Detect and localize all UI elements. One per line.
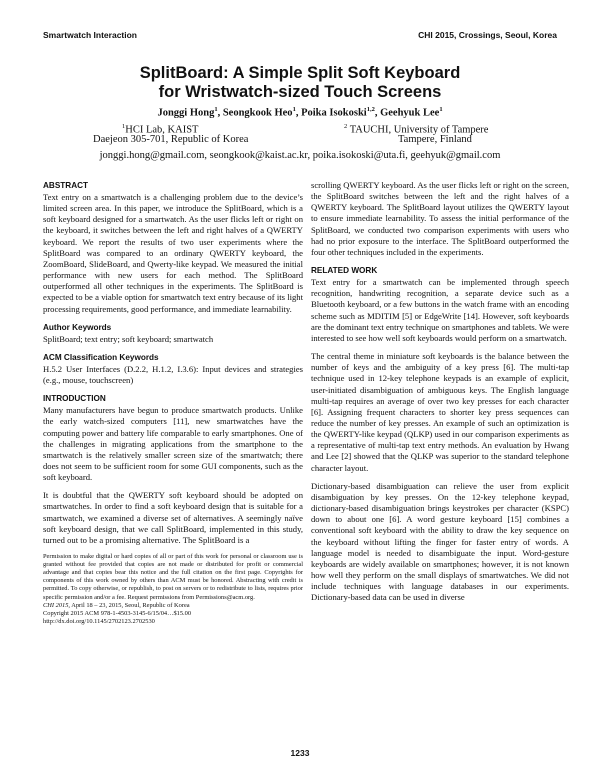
author-emails: jonggi.hong@gmail.com, seongkook@kaist.ac.kr, poika.isokoski@uta.fi, geehyuk@gmail.com [99, 150, 501, 161]
acm-text: H.5.2 User Interfaces (D.2.2, H.1.2, I.3.6): Input devices and strategies (e.g., mouse, touchscreen) [43, 363, 303, 386]
author-name: Geehyuk Lee [380, 107, 440, 119]
author-affiliation-mark: 1 [439, 106, 443, 113]
permission-text: Permission to make digital or hard copies of all or part of this work for personal or classroom use is granted without fee provided that copies are not made or distributed for profit or commercial advantage and that copies bear this notice and the full citation on the first page. Copyrights for components of this work owned by others than ACM must be honored. Abstracting with credit is permitted. To copy otherwise, or republish, to post on servers or to redistribute to lists, requires prior specific permission and/or a fee. Request permissions from Permissions@acm.org. [43, 553, 303, 601]
author-list: Jonggi Hong$^1$, Seongkook Heo$^1$, Poika Isokoski$^{1,2}$, Geehyuk Lee$^1$ [157, 106, 443, 119]
acm-classification-section [43, 352, 303, 386]
related-work-paragraph-3: Dictionary-based disambiguation can relieve the user from explicit disambiguation by key presses. On the 12-key telephone keypad, dictionary-based disambiguation brings keystrokes per character (KSPC) down to about one [6]. A word gesture keyboard [15] combines a conventional soft keyboard with the ability to draw the key sequence on the keyboard without lifting the finger for faster entry of words. A language model is needed to disambiguate the input. Word-gesture keyboards are widely available on smartphones; however, it is not known how well they perform on the small displays of smartwatches. We did not include techniques with language databases in our experiments. Dictionary-based data can be used in diverse [311, 480, 569, 603]
author-affiliation-mark: 1,2 [366, 106, 375, 113]
right-column [311, 180, 569, 610]
doi-link[interactable]: http://dx.doi.org/10.1145/2702123.2702530 [43, 617, 155, 625]
copyright-permission-block [43, 553, 303, 626]
affiliation-1-line-2: Daejeon 305-701, Republic of Korea [93, 134, 249, 145]
keywords-heading: Author Keywords [43, 322, 112, 332]
conference-line: CHI 2015, April 18 – 23, 2015, Seoul, Republic of Korea [43, 601, 190, 609]
keywords-text: SplitBoard; text entry; soft keyboard; smartwatch [43, 333, 214, 344]
title-line-2: for Wristwatch-sized Touch Screens [158, 83, 442, 101]
introduction-section [43, 393, 303, 546]
header-section-name: Smartwatch Interaction [43, 30, 137, 40]
abstract-heading: ABSTRACT [43, 181, 89, 190]
related-work-paragraph-1: Text entry for a smartwatch can be implemented through speech recognition, handwriting recognition, a separate device such as a Bluetooth keyboard, or a few buttons in the watch frame with an encoding scheme such as MDITIM [5] or EdgeWrite [14]. However, soft keyboards are the dominant text entry technique on smartphones and tablets. We were interested to see how well soft keyboards would perform on a smartwatch. [311, 277, 569, 343]
author-name: Seongkook Heo [222, 107, 293, 119]
left-column [43, 180, 303, 626]
keywords-section [43, 322, 303, 345]
related-work-paragraph-2: The central theme in miniature soft keyboards is the balance between the number of keys and the ambiguity of a key press [6]. The multi-tap technique used in 12-key telephone keypads is an example of explicit, user-initiated disambiguation of ambiguous keys. The English language multi-tap requires an average of over two key presses for each character [6]. Assigning frequent characters to shorter key press sequences can reduce the number of key presses. An example of such an optimization is the QWERTY-like keypad (QLKP) used in our comparison experiments as a representative of multi-tap text entry methods. An evaluation by Hwang and Lee [2] showed that the QLKP was superior to the standard telephone character layout. [311, 351, 569, 473]
acm-heading: ACM Classification Keywords [43, 352, 159, 362]
affiliation-mark: 1 [122, 123, 126, 130]
introduction-continuation: scrolling QWERTY keyboard. As the user flicks left or right on the screen, the SplitBoard switches between the left and the right halves of a QWERTY keyboard. The SplitBoard layout utilizes the QWERTY layout to ensure immediate learnability. To assess the initial performance of the SplitBoard, we conducted two comparison experiments with users who had no prior exposure to the interface. The SplitBoard outperformed the four other techniques included in the experiments. [311, 180, 569, 257]
running-header [43, 30, 557, 44]
author-affiliation-mark: 1 [292, 106, 296, 113]
author-name: Jonggi Hong [157, 107, 215, 119]
affiliation-2-line-1: $^2$ TAUCHI, University of Tampere [344, 123, 489, 136]
introduction-paragraph-2: It is doubtful that the QWERTY soft keyboard should be adopted on smartwatches. In order to find a soft keyboard design that is suitable for a smartwatch, we examined a diverse set of alternatives. A seemingly naïve soft keyboard design, that we call SplitBoard, implemented in this study, turned out to be a promising alternative. The SplitBoard is a [43, 490, 303, 545]
title-line-1: SplitBoard: A Simple Split Soft Keyboard [139, 64, 461, 82]
abstract-section [43, 180, 303, 315]
introduction-paragraph-1: Many manufacturers have begun to produce smartwatch products. Unlike the early watch-sized computers [11], new smartwatches have the computing power and battery life comparable to early smartphones. One of the challenges in migrating applications from the smartphone to the smartwatch is the relatively smaller screen size of the smartwatch; there does not seem to be sufficient room for some GUI components, such as the soft keyboard. [43, 405, 303, 483]
copyright-line: Copyright 2015 ACM 978-1-4503-3145-6/15/04…$15.00 [43, 609, 192, 617]
paper-title [43, 64, 557, 102]
affiliation-1-line-1: $^1$HCI Lab, KAIST [122, 123, 199, 136]
page-number: 1233 [290, 748, 310, 758]
introduction-heading: INTRODUCTION [43, 394, 106, 404]
affiliation-mark: 2 [344, 123, 348, 130]
author-affiliation-mark: 1 [214, 106, 218, 113]
conference-name: CHI 2015 [43, 601, 69, 609]
affiliation-2-line-2: Tampere, Finland [398, 134, 472, 145]
header-conference: CHI 2015, Crossings, Seoul, Korea [418, 30, 557, 40]
related-work-heading: RELATED WORK [311, 266, 378, 276]
abstract-text: Text entry on a smartwatch is a challenging problem due to the device’s limited screen area. In this paper, we introduce the SplitBoard, which is a soft keyboard designed for a smartwatch. As the user flicks left or right on the keyboard, it switches between the left and right halves of a QWERTY keyboard. We report the results of two user experiments where the SplitBoard was compared to an ordinary QWERTY keyboard, the ZoomBoard, SlideBoard, and Qwerty-like keypad. We measured the initial performance with new users for each method. The SplitBoard outperformed all other techniques in the experiments. The SplitBoard is expected to be a viable option for smartwatch text entry because of its light processing requirements, good performance, and immediate learnability. [43, 192, 303, 314]
author-name: Poika Isokoski [301, 107, 367, 119]
